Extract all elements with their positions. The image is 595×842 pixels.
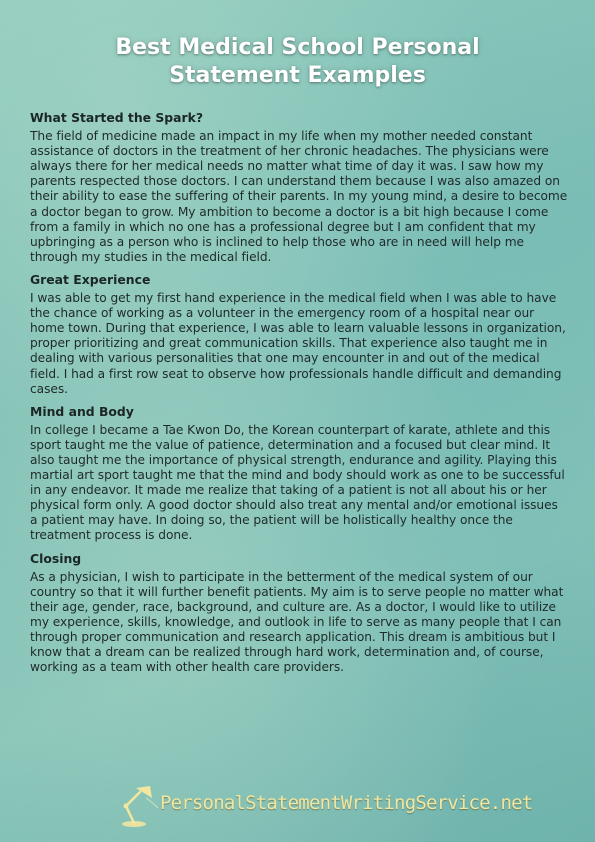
page-title: [0, 34, 595, 90]
statement-body: [30, 110, 568, 682]
section-closing: [30, 551, 568, 676]
section-mind-body: [30, 404, 568, 544]
section-heading: What Started the Spark?: [30, 110, 204, 125]
section-paragraph: The field of medicine made an impact in my life when my mother needed constant assistance of doctors in the treatment of her chronic headaches. The physicians were always there for her medical needs no matter what time of day it was. I saw how my parents respected those doctors. I can understand them because I was also amazed on their ability to ease the suffering of their parents. In my young mind, a desire to become a doctor began to grow. My ambition to become a doctor is a bit high because I come from a family in which no one has a professional degree but I am confident that my upbringing as a person who is inclined to help those who are in need will help me through my studies in the medical field.: [30, 129, 568, 264]
title-line-2: Statement Examples: [169, 63, 426, 88]
section-heading: Closing: [30, 550, 82, 566]
section-paragraph: In college I became a Tae Kwon Do, the Korean counterpart of karate, athlete and this sport taught me the value of patience, determination and a focused but clear mind. It also taught me the importance of physical strength, endurance and agility. Playing this martial art sport taught me that the mind and body should work as one to be successful in any endeavor. It made me realize that taking of a patient is not all about his or her physical form only. A good doctor should also treat any mental and/or emotional issues a patient may have. In doing so, the patient will be holistically healthy once the treatment process is done.: [30, 422, 565, 543]
section-paragraph: As a physician, I wish to participate in the betterment of the medical system of our country so that it will further benefit patients. My aim is to serve people no matter what their age, gender, race, background, and culture are. As a doctor, I would like to utilize my experience, skills, knowledge, and outlook in life to serve as many people that I can through proper communication and research application. This dream is ambitious but I know that a dream can be realized through hard work, determination and, of course, working as a team with other health care providers.: [30, 569, 564, 675]
section-paragraph: I was able to get my first hand experience in the medical field when I was able to have the chance of working as a volunteer in the emergency room of a hospital near our home town. During that experience, I was able to learn valuable lessons in organization, proper prioritizing and great communication skills. That experience also taught me in dealing with various personalities that one may encounter in and out of the medical field. I had a first row seat to observe how professionals handle difficult and demanding cases.: [30, 291, 566, 396]
brand-name: PersonalStatementWritingService.net: [160, 792, 533, 814]
section-heading: Great Experience: [30, 271, 151, 287]
footer-logo[interactable]: [116, 782, 533, 830]
desk-lamp-icon: [116, 782, 166, 828]
section-heading: Mind and Body: [30, 403, 134, 419]
title-line-1: Best Medical School Personal: [115, 35, 480, 60]
section-experience: [30, 272, 568, 397]
section-spark: [30, 110, 568, 265]
